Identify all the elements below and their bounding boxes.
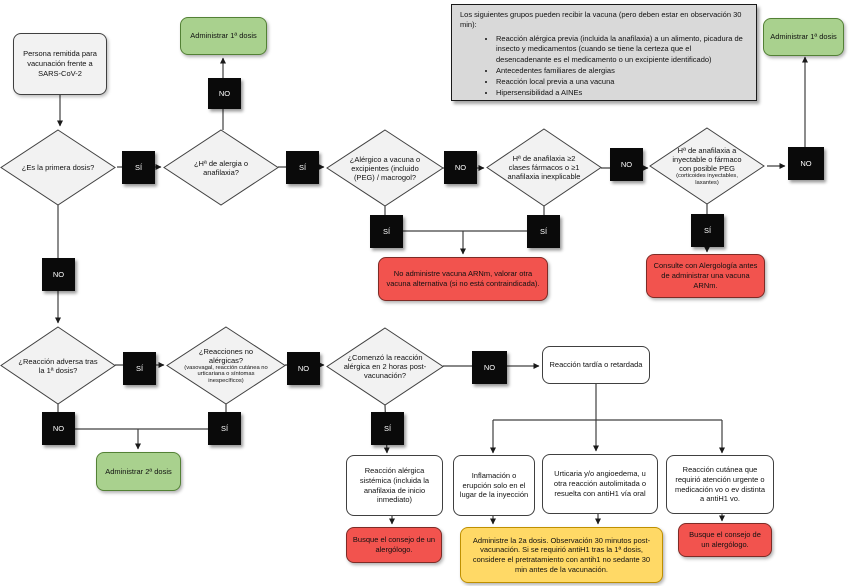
decision-adverse-reaction-label: ¿Reacción adversa tras la 1ª dosis? — [18, 356, 98, 375]
info-bullet-2: • Antecedentes familiares de alergias — [496, 66, 748, 76]
late-reaction-node: Reacción tardía o retardada — [542, 346, 650, 384]
label-no-d4: NO — [610, 148, 643, 181]
seek-allergist-advice-right: Busque el consejo de un alergólogo. — [678, 523, 772, 557]
decision-non-allergic-reactions-sublabel: (vasovagal, reacción cutánea no urticariana o síntomas inespecíficos) — [184, 364, 268, 384]
urticaria-angioedema-node: Urticaria y/o angioedema, u otra reacción autolimitada o resuelta con antiH1 vía oral — [542, 454, 658, 514]
no-mrna-vaccine-warning: No administre vacuna ARNm, valorar otra vacuna alternativa (si no está contraindicada). — [378, 257, 548, 301]
info-bullet-3: • Reacción local previa a una vacuna — [496, 77, 748, 87]
decision-non-allergic-reactions — [167, 327, 285, 404]
seek-allergist-advice-left: Busque el consejo de un alergólogo. — [346, 527, 442, 563]
urgent-cutaneous-reaction-node: Reacción cutánea que requirió atención urgente o medicación vo o ev distinta a antiH1 vo. — [666, 455, 774, 514]
decision-allergy-history-label: ¿Hª de alergia o anafilaxia? — [193, 158, 249, 177]
label-no-d5: NO — [788, 147, 824, 180]
decision-allergy-history — [164, 130, 278, 205]
label-yes-d5-down: SÍ — [691, 214, 724, 247]
systemic-reaction-node: Reacción alérgica sistémica (incluida la anafilaxia de inicio inmediato) — [346, 455, 443, 516]
label-yes-d2: SÍ — [286, 151, 319, 184]
label-yes-d8-down: SÍ — [371, 412, 404, 445]
administer-first-dose-top: Administrar 1ª dosis — [180, 17, 267, 55]
decision-anaphylaxis-drug-classes — [487, 129, 601, 206]
consult-allergology-warning: Consulte con Alergología antes de administrar una vacuna ARNm. — [646, 254, 765, 298]
label-no-d1-down: NO — [42, 258, 75, 291]
administer-2a-dose-caution: Administre la 2a dosis. Observación 30 minutos post-vacunación. Si se requirió antiH1 tras la 1ª dosis, considere el pretratamiento con antih1 no sedante 30 min antes de la vacunación. — [460, 527, 663, 583]
info-bullet-list — [496, 34, 748, 98]
decision-anaphylaxis-drug-classes-label: Hª de anafilaxia ≥2 clases fármacos o ≥1 anafilaxia inexplicable — [507, 154, 581, 181]
administer-second-dose: Administrar 2ª dosis — [96, 452, 181, 491]
label-no-d6-down: NO — [42, 412, 75, 445]
decision-is-first-dose-label: ¿Es la primera dosis? — [21, 163, 95, 172]
info-bullet-4: • Hipersensibilidad a AINEs — [496, 88, 748, 98]
label-yes-d4-down: SÍ — [527, 215, 560, 248]
label-no-d3: NO — [444, 151, 477, 184]
decision-adverse-reaction — [1, 327, 115, 404]
decision-is-first-dose — [1, 130, 115, 205]
observation-groups-info — [451, 4, 757, 101]
label-yes-d7-down: SÍ — [208, 412, 241, 445]
decision-allergic-to-excipients — [327, 130, 443, 206]
decision-reaction-within-2h — [327, 328, 443, 405]
start-node: Persona remitida para vacunación frente a SARS-CoV-2 — [13, 33, 107, 95]
info-bullet-1: • Reacción alérgica previa (incluida la anafilaxia) a un alimento, picadura de insecto y medicamentos (cuando se tiene la certeza que el desencadenante es el medicamento o un excipiente identificado) — [496, 34, 748, 64]
label-yes-d3-down: SÍ — [370, 215, 403, 248]
label-yes-d1: SÍ — [122, 151, 155, 184]
decision-anaphylaxis-injectable-peg — [650, 128, 764, 204]
decision-non-allergic-reactions-label: ¿Reacciones no alérgicas? — [198, 346, 254, 365]
label-no-d2-up: NO — [208, 78, 241, 109]
info-title: Los siguientes grupos pueden recibir la vacuna (pero deben estar en observación 30 min): — [460, 10, 742, 30]
decision-reaction-within-2h-label: ¿Comenzó la reacción alérgica en 2 horas post-vacunación? — [343, 353, 427, 380]
label-no-d7: NO — [287, 352, 320, 385]
decision-allergic-to-excipients-label: ¿Alérgico a vacuna o excipientes (incluido (PEG) / macrogol? — [349, 154, 421, 182]
injection-site-reaction-node: Inflamación o erupción solo en el lugar de la inyección — [453, 455, 535, 516]
label-yes-d6: SÍ — [123, 352, 156, 385]
label-no-d8: NO — [472, 351, 507, 384]
decision-anaphylaxis-injectable-peg-label: Hª de anafilaxia a inyectable o fármaco con posible PEG — [672, 145, 742, 173]
decision-anaphylaxis-injectable-peg-sublabel: (corticoides inyectables, laxantes) — [676, 172, 738, 186]
administer-first-dose-right: Administrar 1ª dosis — [763, 18, 844, 56]
